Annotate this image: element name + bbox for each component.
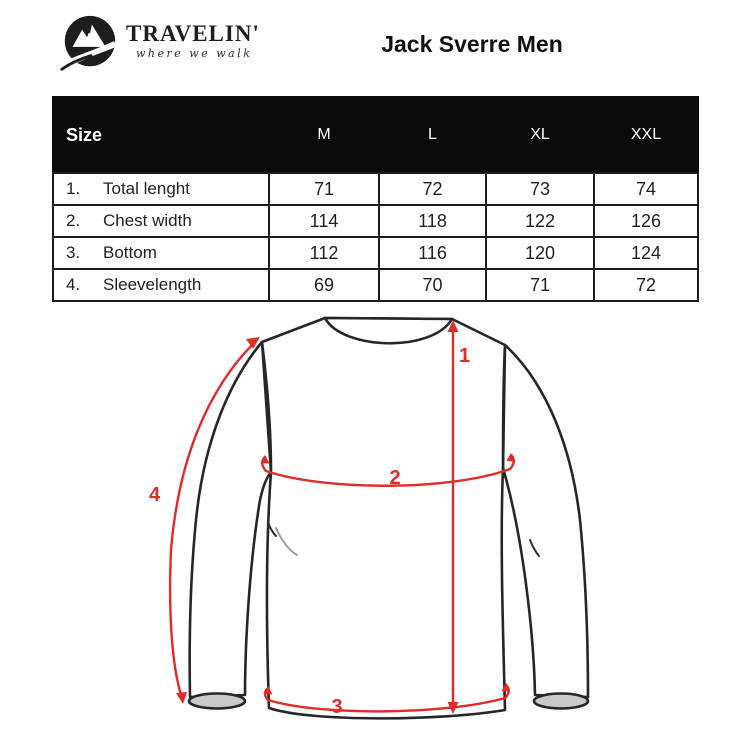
page-title: Jack Sverre Men (381, 31, 563, 57)
logo-text (126, 22, 260, 60)
measurement-value-cell: 120 (486, 237, 594, 269)
measure-label-3: 3 (331, 696, 343, 718)
column-header-xxl: XXL (594, 97, 698, 173)
measurement-value-cell: 71 (486, 269, 594, 301)
size-table-body (53, 173, 698, 301)
measurement-value-cell: 126 (594, 205, 698, 237)
table-row (53, 205, 698, 237)
measurement-value-cell: 70 (379, 269, 486, 301)
measure-label-4: 4 (149, 484, 161, 506)
row-label: Sleevelength (103, 275, 202, 294)
row-number: 1. (66, 179, 81, 198)
shirt-body (262, 318, 505, 718)
measure-label-2: 2 (389, 467, 401, 489)
shirt-outline (189, 318, 588, 718)
shirt-measurement-diagram (0, 295, 750, 750)
row-number: 4. (66, 275, 81, 294)
row-number: 3. (66, 243, 81, 262)
measurement-value-cell: 114 (269, 205, 379, 237)
measurement-value-cell: 74 (594, 173, 698, 205)
row-label: Bottom (103, 243, 157, 262)
measure-label-1: 1 (459, 345, 471, 367)
row-label: Chest width (103, 211, 192, 230)
shirt-right-cuff (534, 694, 588, 709)
measurement-value-cell: 73 (486, 173, 594, 205)
table-header-row (53, 97, 698, 173)
size-header-cell: Size (53, 97, 269, 173)
brand-tagline: where we walk (136, 47, 253, 60)
table-row (53, 237, 698, 269)
measurement-name-cell (53, 237, 269, 269)
measurement-value-cell: 116 (379, 237, 486, 269)
table-row (53, 173, 698, 205)
column-header-m: M (269, 97, 379, 173)
measurement-value-cell: 118 (379, 205, 486, 237)
measurement-value-cell: 122 (486, 205, 594, 237)
column-header-xl: XL (486, 97, 594, 173)
shirt-left-cuff (189, 694, 245, 709)
measurement-value-cell: 72 (379, 173, 486, 205)
shirt-left-sleeve (190, 342, 271, 697)
shirt-right-sleeve (503, 345, 588, 697)
brand-logo (58, 12, 260, 74)
row-label: Total lenght (103, 179, 190, 198)
mountain-road-logo-icon (58, 12, 120, 74)
column-header-l: L (379, 97, 486, 173)
measurement-value-cell: 69 (269, 269, 379, 301)
measurement-value-cell: 72 (594, 269, 698, 301)
size-chart-table (52, 96, 699, 302)
measurement-value-cell: 112 (269, 237, 379, 269)
measurement-value-cell: 71 (269, 173, 379, 205)
brand-name: TRAVELIN' (126, 21, 260, 46)
measurement-name-cell (53, 205, 269, 237)
row-number: 2. (66, 211, 81, 230)
measurement-value-cell: 124 (594, 237, 698, 269)
measurement-name-cell (53, 173, 269, 205)
